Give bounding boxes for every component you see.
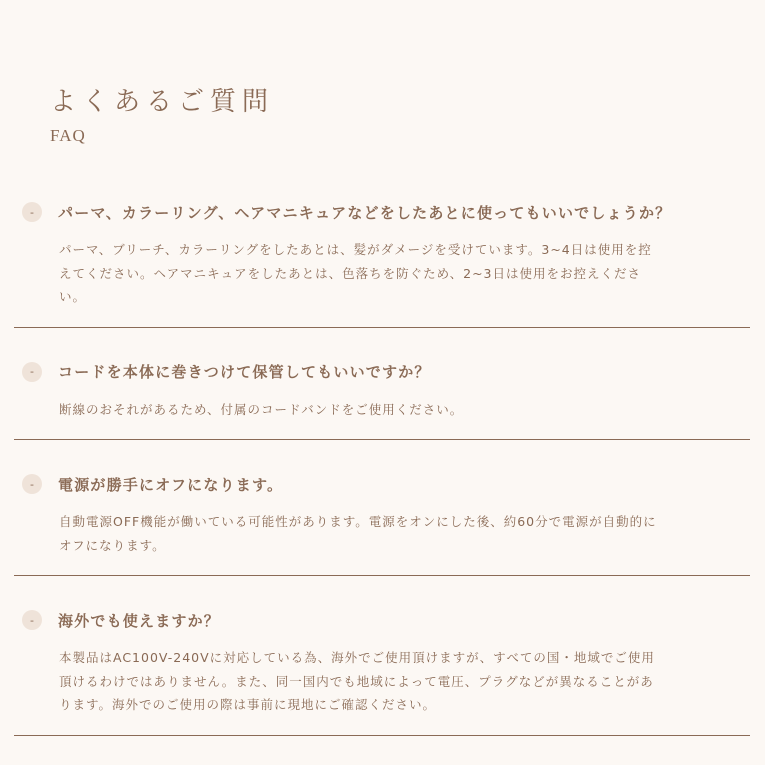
faq-item-3 [14, 462, 750, 576]
faq-list [14, 190, 750, 758]
faq-question-row[interactable] [14, 604, 750, 636]
collapse-icon[interactable]: - [22, 610, 42, 630]
collapse-icon[interactable]: - [22, 202, 42, 222]
faq-item-4 [14, 598, 750, 736]
faq-question-row[interactable] [14, 196, 750, 228]
page-subtitle: FAQ [50, 126, 86, 145]
faq-question: コードを本体に巻きつけて保管してもいいですか？ [58, 363, 431, 381]
faq-question-row[interactable] [14, 468, 750, 500]
faq-question: 電源が勝手にオフになります。 [58, 475, 284, 494]
faq-heading [50, 84, 274, 146]
faq-answer: 断線のおそれがあるため、付属のコードバンドをご使用ください。 [59, 401, 464, 417]
faq-question: パーマ、カラーリング、ヘアマニキュアなどをしたあとに使ってもいいでしょうか？ [58, 203, 672, 222]
faq-question: 海外でも使えますか？ [58, 611, 221, 630]
faq-item-2 [14, 350, 750, 441]
collapse-icon[interactable]: - [22, 362, 42, 382]
collapse-icon[interactable]: - [22, 474, 42, 494]
page-title: よくあるご質問 [50, 87, 275, 117]
faq-question-row[interactable] [14, 356, 750, 388]
faq-answer: 自動電源OFF機能が働いている可能性があります。電源をオンにした後、約60分で電源が自動的にオフになります。 [59, 514, 657, 553]
faq-answer: 本製品はAC100V-240Vに対応している為、海外でご使用頂けますが、すべての国・地域でご使用頂けるわけではありません。また、同一国内でも地域によって電圧、プラグなどが異なることがあります。海外でのご使用の際は事前に現地にご確認ください。 [59, 650, 655, 712]
faq-answer: パーマ、ブリーチ、カラーリングをしたあとは、髪がダメージを受けています。3~4日は使用を控えてください。ヘアマニキュアをしたあとは、色落ちを防ぐため、2~3日は使用をお控えください。 [59, 242, 652, 304]
faq-item-1 [14, 190, 750, 328]
